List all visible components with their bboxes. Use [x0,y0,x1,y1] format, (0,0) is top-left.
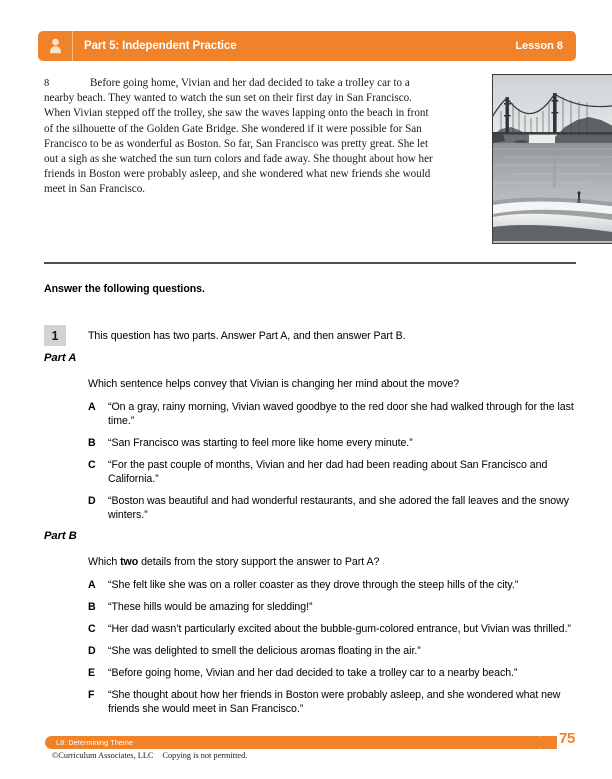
part-b-question-pre: Which [88,556,121,568]
choice-letter: A [88,401,96,413]
footer-copyright [52,751,247,760]
golden-gate-bridge-photo-graphic [493,75,612,241]
passage-body-text: Before going home, Vivian and her dad decided to take a trolley car to a nearby beach. They wanted to watch the sun set on their first day in San Francisco. When Vivian stepped off the trolley, she saw the waves lapping onto the beach in front of the silhouette of the Golden Gate Bridge. She wondered if it were possible for San Francisco to be as wonderful as Boston. So far, San Francisco was pretty great. She let out a sigh as she watched the sun turn colors and fade away. She thought about how her friends in Boston were probably asleep, and she wondered what new friends she would meet in San Francisco. [44,77,433,196]
choice-option[interactable] [88,400,576,428]
part-a-choices [88,400,576,522]
choice-letter: C [88,459,96,471]
person-icon [38,31,73,61]
choice-option[interactable] [88,644,576,658]
choice-option[interactable] [88,600,576,614]
passage-paragraph [44,76,436,198]
choice-text: “On a gray, rainy morning, Vivian waved goodbye to the red door she had walked through for the last time.” [108,401,574,427]
question-number-badge: 1 [44,325,66,346]
footer-lesson-label: L8: Determining Theme [56,738,134,747]
choice-letter: D [88,495,96,507]
choice-text: “Before going home, Vivian and her dad decided to take a trolley car to a nearby beach.” [108,667,518,679]
copying-notice: Copying is not permitted. [162,751,248,760]
choice-option[interactable] [88,494,576,522]
choice-letter: C [88,623,96,635]
choice-option[interactable] [88,622,576,636]
choice-letter: D [88,645,96,657]
answer-prompt: Answer the following questions. [44,283,205,295]
choice-text: “Her dad wasn’t particularly excited about the bubble-gum-colored entrance, but Vivian was thrilled.” [108,623,571,635]
part-b-choices [88,578,576,716]
choice-text: “Boston was beautiful and had wonderful restaurants, and she adored the fall leaves and the snowy winters.” [108,495,569,521]
section-header-bar [38,31,576,61]
choice-text: “She thought about how her friends in Boston were probably asleep, and she wondered what new friends she would meet in San Francisco.” [108,689,561,715]
choice-text: “She was delighted to smell the delicious aromas floating in the air.” [108,645,421,657]
passage-section [44,76,576,198]
choice-text: “For the past couple of months, Vivian and her dad had been reading about San Francisco and California.” [108,459,548,485]
choice-text: “San Francisco was starting to feel more like home every minute.” [108,437,413,449]
part-a-section [44,352,576,522]
choice-option[interactable] [88,436,576,450]
choice-option[interactable] [88,458,576,486]
part-b-question-emphasis: two [120,556,139,568]
footer-lesson-bar [45,736,545,749]
part-b-section [44,530,576,716]
choice-option[interactable] [88,578,576,592]
choice-letter: B [88,437,96,449]
choice-letter: F [88,689,95,701]
question-1 [44,325,576,724]
question-stem: This question has two parts. Answer Part A, and then answer Part B. [88,330,406,342]
choice-text: “She felt like she was on a roller coaster as they drove through the steep hills of the city.” [108,579,519,591]
part-b-label: Part B [44,530,77,542]
person-icon-glyph [49,38,62,54]
choice-text: “These hills would be amazing for sledding!” [108,601,313,613]
page-number: 75 [559,730,576,747]
golden-gate-bridge-photo [492,74,612,244]
part-a-question: Which sentence helps convey that Vivian is changing her mind about the move? [88,378,460,390]
lesson-label: Lesson 8 [515,40,563,52]
section-divider [44,262,576,264]
choice-letter: E [88,667,96,679]
choice-letter: B [88,601,96,613]
part-b-question [88,555,576,569]
page-title: Part 5: Independent Practice [84,40,237,52]
part-a-label: Part A [44,352,77,364]
copyright-text: ©Curriculum Associates, LLC [52,751,154,760]
paragraph-number: 8 [44,78,50,89]
choice-letter: A [88,579,96,591]
choice-option[interactable] [88,666,576,680]
question-header [44,325,576,346]
footer-page-swatch [541,736,557,749]
choice-option[interactable] [88,688,576,716]
part-b-question-post: details from the story support the answer to Part A? [138,556,380,568]
